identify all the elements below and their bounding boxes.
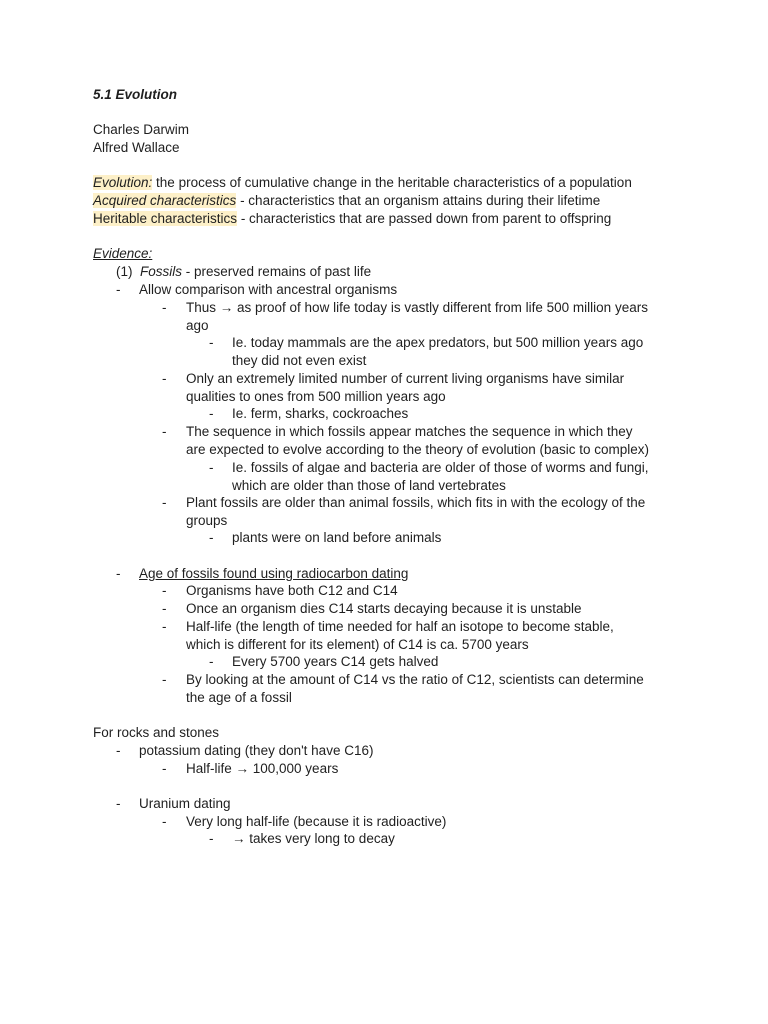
list-item: Half-life → 100,000 years	[186, 761, 339, 776]
list-item: Half-life (the length of time needed for half an isotope to become stable,	[186, 619, 614, 634]
list-item: Only an extremely limited number of current living organisms have similar	[186, 371, 625, 386]
bullet-dash: -	[116, 743, 121, 758]
definition-evolution	[93, 174, 632, 192]
list-item: Ie. today mammals are the apex predators, but 500 million years ago	[232, 335, 644, 350]
list-item: Very long half-life (because it is radioactive)	[186, 814, 447, 829]
list-item: → takes very long to decay	[232, 831, 395, 846]
section-heading-rocks: For rocks and stones	[93, 725, 220, 740]
bullet-dash: -	[162, 761, 167, 776]
bullet-dash: -	[116, 566, 121, 581]
definition-text: - characteristics that are passed down from parent to offspring	[237, 211, 612, 226]
bullet-dash: -	[209, 654, 214, 669]
list-item: Uranium dating	[139, 796, 231, 811]
bullet-dash: -	[209, 335, 214, 350]
bullet-dash: -	[162, 424, 167, 439]
list-item: potassium dating (they don't have C16)	[139, 743, 374, 758]
fossils-term: Fossils	[140, 264, 183, 279]
list-item: Once an organism dies C14 starts decaying because it is unstable	[186, 601, 582, 616]
evidence-heading: Evidence:	[93, 246, 153, 261]
list-item: By looking at the amount of C14 vs the ratio of C12, scientists can determine	[186, 672, 644, 687]
list-item: Allow comparison with ancestral organisms	[139, 282, 398, 297]
list-item-continued: ago	[186, 318, 209, 333]
list-item: Every 5700 years C14 gets halved	[232, 654, 439, 669]
list-item: plants were on land before animals	[232, 530, 442, 545]
list-item: Ie. fossils of algae and bacteria are older of those of worms and fungi,	[232, 460, 649, 475]
bullet-dash: -	[116, 796, 121, 811]
list-item-continued: which are older than those of land vertebrates	[232, 478, 506, 493]
section-heading-radiocarbon: Age of fossils found using radiocarbon dating	[139, 566, 409, 581]
list-item-continued: groups	[186, 513, 228, 528]
definition-text: - characteristics that an organism attains during their lifetime	[236, 193, 601, 208]
bullet-dash: -	[162, 495, 167, 510]
definition-text: the process of cumulative change in the heritable characteristics of a population	[152, 175, 632, 190]
list-item: Thus → as proof of how life today is vastly different from life 500 million years	[186, 300, 648, 315]
bullet-dash: -	[116, 282, 121, 297]
person-name: Alfred Wallace	[93, 140, 180, 155]
highlighted-term: Heritable characteristics	[93, 211, 238, 226]
list-item: Plant fossils are older than animal fossils, which fits in with the ecology of the	[186, 495, 646, 510]
bullet-dash: -	[209, 530, 214, 545]
bullet-dash: -	[209, 460, 214, 475]
list-item-continued: they did not even exist	[232, 353, 367, 368]
list-item-fossils	[116, 263, 371, 281]
list-item-continued: are expected to evolve according to the theory of evolution (basic to complex)	[186, 442, 650, 457]
bullet-dash: -	[162, 371, 167, 386]
bullet-dash: -	[162, 672, 167, 687]
list-item-continued: qualities to ones from 500 million years ago	[186, 389, 446, 404]
bullet-dash: -	[209, 406, 214, 421]
bullet-dash: -	[209, 831, 214, 846]
list-item: The sequence in which fossils appear matches the sequence in which they	[186, 424, 633, 439]
list-number: (1)	[116, 264, 133, 279]
highlighted-term: Evolution:	[93, 175, 153, 190]
bullet-dash: -	[162, 814, 167, 829]
list-item-continued: which is different for its element) of C14 is ca. 5700 years	[186, 637, 529, 652]
definition-heritable	[93, 210, 611, 228]
person-name: Charles Darwim	[93, 122, 190, 137]
list-item: Organisms have both C12 and C14	[186, 583, 398, 598]
bullet-dash: -	[162, 619, 167, 634]
fossils-definition: - preserved remains of past life	[182, 264, 372, 279]
bullet-dash: -	[162, 601, 167, 616]
bullet-dash: -	[162, 583, 167, 598]
page-title: 5.1 Evolution	[93, 87, 178, 102]
list-item: Ie. ferm, sharks, cockroaches	[232, 406, 409, 421]
bullet-dash: -	[162, 300, 167, 315]
definition-acquired	[93, 192, 600, 210]
list-item-continued: the age of a fossil	[186, 690, 292, 705]
highlighted-term: Acquired characteristics	[93, 193, 237, 208]
